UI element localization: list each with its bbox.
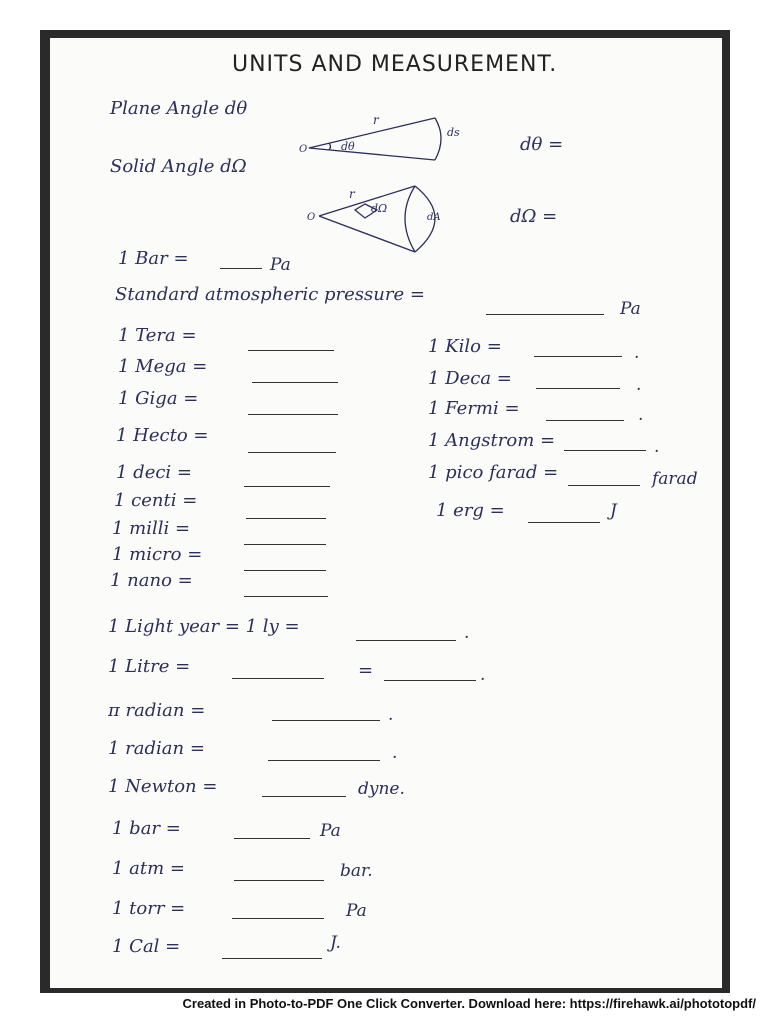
conversion-blank-second[interactable] <box>384 680 476 681</box>
prefix-left-blank[interactable] <box>244 596 328 597</box>
conversion-mid-equals: = <box>358 660 374 681</box>
prefix-left-blank[interactable] <box>244 486 330 487</box>
conversion-label: 1 Light year = 1 ly = <box>108 616 300 637</box>
atm-pressure-blank[interactable] <box>486 314 604 315</box>
prefix-left-blank[interactable] <box>248 414 338 415</box>
page-title: UNITS AND MEASUREMENT. <box>232 52 558 77</box>
prefix-right-unit: . <box>636 375 642 395</box>
prefix-right-label: 1 Kilo = <box>428 336 502 357</box>
conversion-unit: . <box>480 665 486 685</box>
prefix-left-blank[interactable] <box>252 382 338 383</box>
prefix-left-blank[interactable] <box>248 350 334 351</box>
prefix-left-blank[interactable] <box>244 544 326 545</box>
prefix-right-blank[interactable] <box>568 485 640 486</box>
conversion-unit: . <box>392 743 398 763</box>
prefix-right-blank[interactable] <box>564 450 646 451</box>
solid-area-label: dA <box>427 212 441 223</box>
converter-footer: Created in Photo-to-PDF One Click Converter. Download here: https://firehawk.ai/phototopdf/ <box>182 996 756 1011</box>
conversion-label: 1 atm = <box>112 858 186 879</box>
conversion-unit: Pa <box>320 821 341 841</box>
conversion-unit: bar. <box>340 861 373 881</box>
bar-pa-unit: Pa <box>270 255 291 275</box>
prefix-right-blank[interactable] <box>536 388 620 389</box>
conversion-unit: . <box>388 705 394 725</box>
conversion-blank[interactable] <box>234 880 324 881</box>
plane-angle-equation: dθ = <box>520 134 564 155</box>
prefix-right-label: 1 Angstrom = <box>428 430 556 451</box>
bar-pa-label: 1 Bar = <box>118 248 189 269</box>
prefix-right-label: 1 Deca = <box>428 368 512 389</box>
prefix-right-unit: . <box>638 405 644 425</box>
solid-omega-label: dΩ <box>371 202 388 215</box>
atm-pressure-unit: Pa <box>620 299 641 319</box>
conversion-blank[interactable] <box>232 678 324 679</box>
prefix-left-blank[interactable] <box>244 570 326 571</box>
plane-angle-diagram <box>295 108 475 168</box>
plane-origin-label: O <box>299 144 308 155</box>
prefix-right-blank[interactable] <box>546 420 624 421</box>
conversion-blank[interactable] <box>356 640 456 641</box>
plane-radius-label: r <box>373 113 379 127</box>
prefix-left-label: 1 Mega = <box>118 356 208 377</box>
prefix-left-label: 1 nano = <box>110 570 193 591</box>
conversion-blank[interactable] <box>268 760 380 761</box>
solid-angle-equation: dΩ = <box>510 206 558 227</box>
conversion-unit: J. <box>330 933 341 953</box>
bar-pa-blank[interactable] <box>220 268 262 269</box>
solid-angle-diagram <box>305 180 465 260</box>
conversion-label: 1 Cal = <box>112 936 181 957</box>
conversion-label: 1 Newton = <box>108 776 218 797</box>
prefix-right-blank[interactable] <box>534 356 622 357</box>
conversion-label: 1 bar = <box>112 818 181 839</box>
prefix-left-label: 1 Hecto = <box>116 425 209 446</box>
conversion-label: π radian = <box>108 700 206 721</box>
plane-theta-label: dθ <box>341 140 355 153</box>
plane-angle-label: Plane Angle dθ <box>110 98 248 119</box>
conversion-unit: Pa <box>346 901 367 921</box>
prefix-left-blank[interactable] <box>246 518 326 519</box>
conversion-unit: dyne. <box>358 779 405 799</box>
conversion-blank[interactable] <box>234 838 310 839</box>
prefix-right-blank[interactable] <box>528 522 600 523</box>
solid-origin-label: O <box>307 212 316 223</box>
prefix-right-unit: farad <box>652 469 698 489</box>
prefix-right-unit: J <box>610 501 617 521</box>
solid-radius-label: r <box>349 187 355 201</box>
atm-pressure-label: Standard atmospheric pressure = <box>115 284 425 305</box>
prefix-left-blank[interactable] <box>248 452 336 453</box>
prefix-right-label: 1 erg = <box>436 500 505 521</box>
conversion-label: 1 torr = <box>112 898 186 919</box>
solid-angle-label: Solid Angle dΩ <box>110 156 247 177</box>
prefix-left-label: 1 deci = <box>116 462 192 483</box>
prefix-left-label: 1 centi = <box>114 490 198 511</box>
conversion-blank[interactable] <box>272 720 380 721</box>
prefix-right-label: 1 Fermi = <box>428 398 520 419</box>
prefix-left-label: 1 Giga = <box>118 388 199 409</box>
conversion-label: 1 radian = <box>108 738 205 759</box>
conversion-unit: . <box>464 623 470 643</box>
plane-arc-label: ds <box>447 126 460 139</box>
prefix-left-label: 1 micro = <box>112 544 203 565</box>
conversion-label: 1 Litre = <box>108 656 191 677</box>
conversion-blank[interactable] <box>262 796 346 797</box>
prefix-left-label: 1 milli = <box>112 518 191 539</box>
prefix-right-unit: . <box>654 437 660 457</box>
prefix-right-unit: . <box>634 343 640 363</box>
conversion-blank[interactable] <box>232 918 324 919</box>
conversion-blank[interactable] <box>222 958 322 959</box>
prefix-right-label: 1 pico farad = <box>428 462 559 483</box>
prefix-left-label: 1 Tera = <box>118 325 197 346</box>
